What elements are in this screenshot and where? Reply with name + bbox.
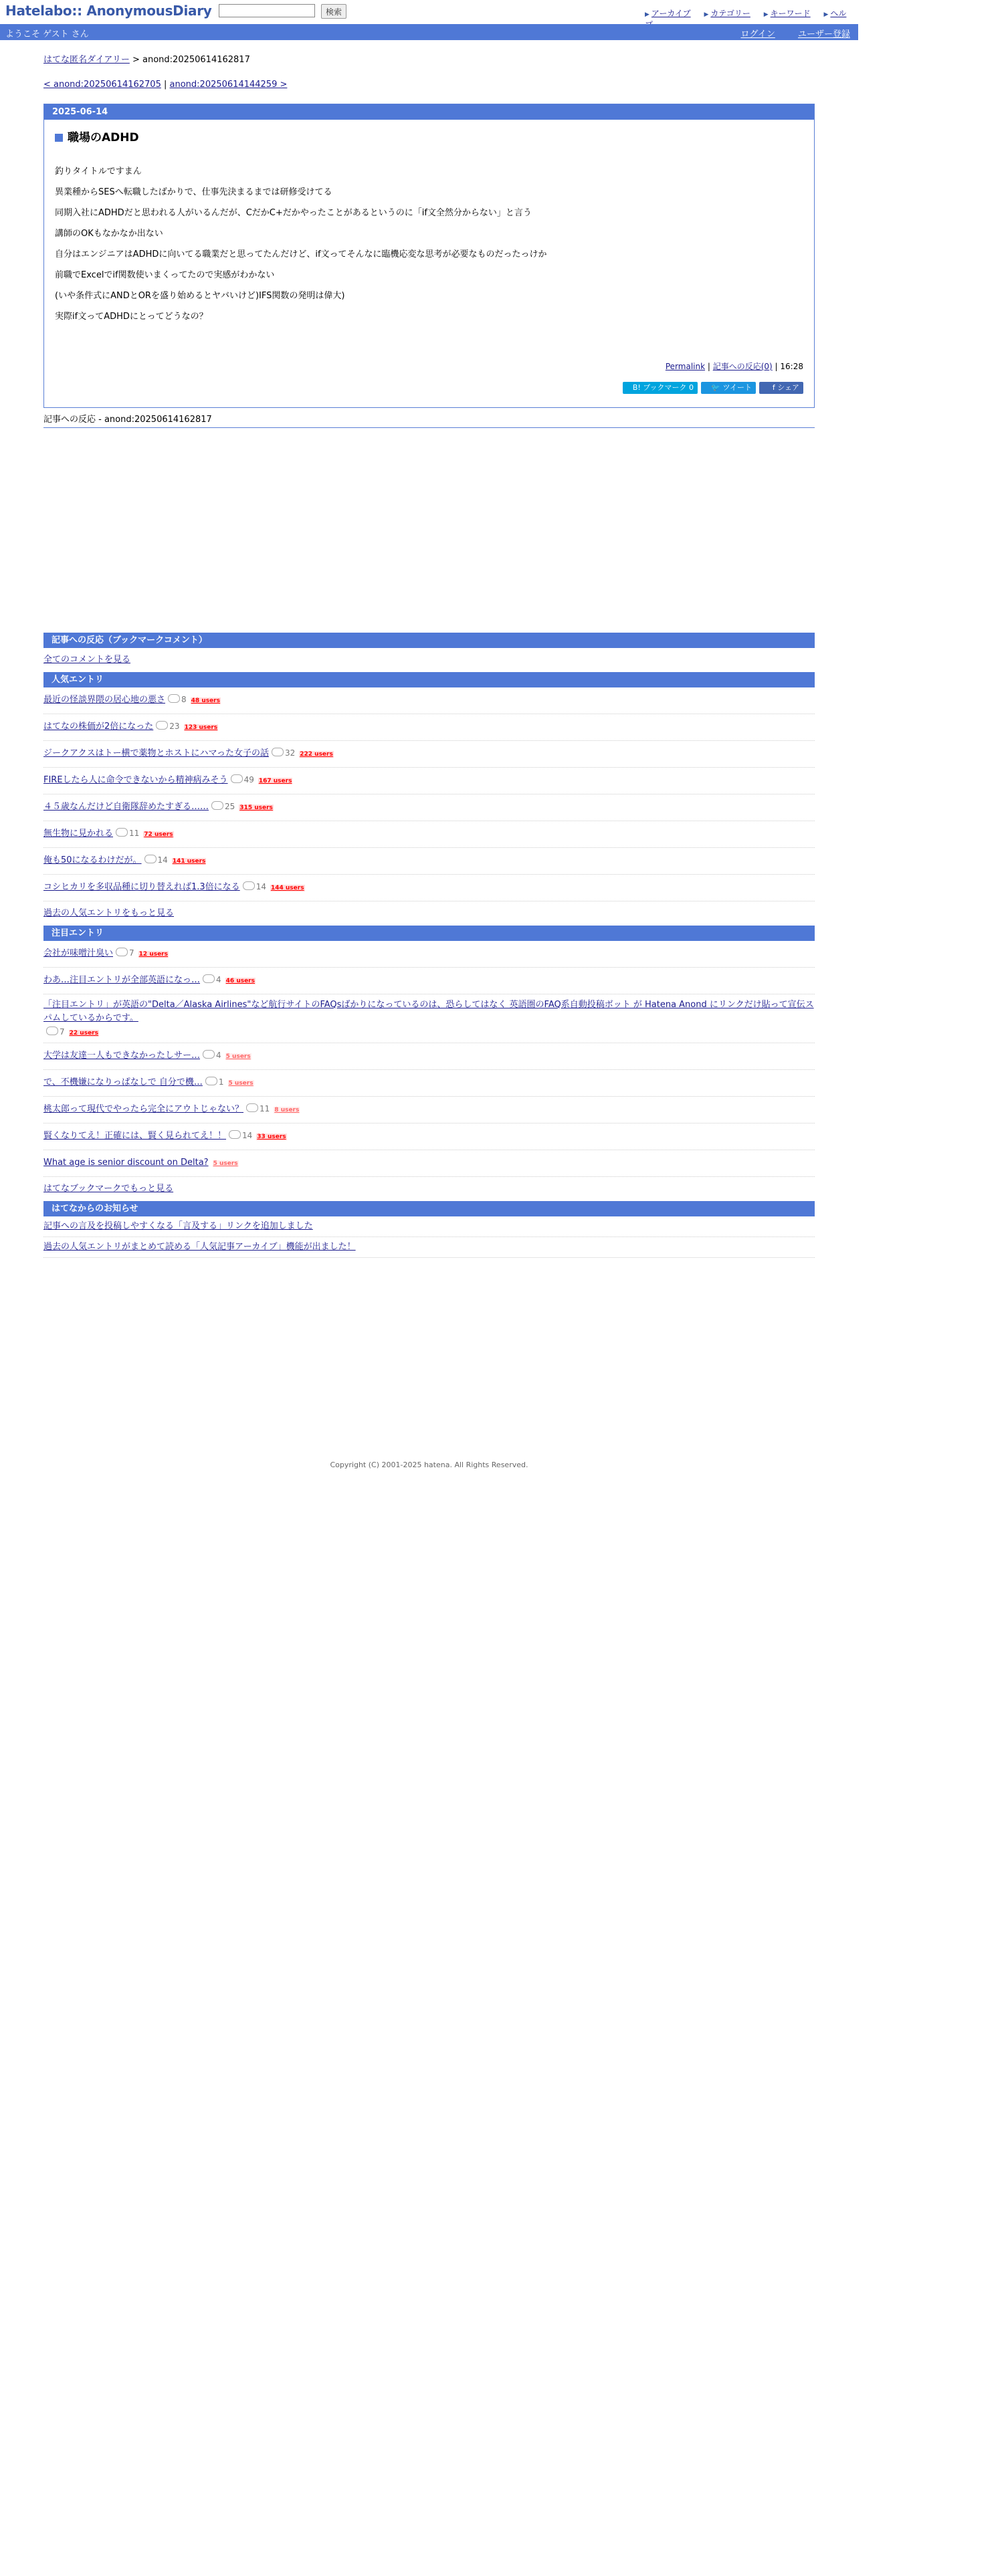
comment-bubble-icon <box>246 1103 258 1112</box>
popular-more-row <box>43 901 815 926</box>
login-link[interactable]: ログイン <box>740 29 775 39</box>
attention-entries-header: 注目エントリ <box>43 926 815 941</box>
entry-row <box>43 1123 815 1150</box>
comment-number: 14 <box>157 855 168 865</box>
notice-item <box>43 1216 815 1237</box>
comment-number: 14 <box>242 1131 253 1140</box>
entry-row <box>43 994 815 1043</box>
hatena-bookmark-button[interactable]: B! ブックマーク 0 <box>623 382 698 394</box>
comment-count[interactable] <box>168 695 187 704</box>
bookmark-users-badge[interactable]: 72 users <box>144 831 173 838</box>
comment-bubble-icon <box>272 748 284 756</box>
comment-number: 23 <box>169 722 180 731</box>
site-logo[interactable]: Hatelabo:: AnonymousDiary <box>5 3 212 19</box>
entry-link[interactable]: 桃太郎って現代でやったら完全にアウトじゃない？ <box>43 1104 244 1114</box>
all-comments-link[interactable]: 全てのコメントを見る <box>43 655 131 665</box>
comment-number: 11 <box>260 1104 270 1113</box>
bookmark-users-badge[interactable]: 5 users <box>213 1160 238 1167</box>
entry-row <box>43 875 815 901</box>
entry-row <box>43 768 815 794</box>
entry-row <box>43 821 815 848</box>
entry-row <box>43 1097 815 1123</box>
facebook-icon: f <box>772 383 778 392</box>
popular-more-link[interactable]: 過去の人気エントリをもっと見る <box>43 908 175 918</box>
comment-bubble-icon <box>243 881 255 890</box>
nav-help[interactable]: ヘル <box>830 9 847 18</box>
ad-space <box>43 428 815 633</box>
copyright: Copyright (C) 2001-2025 hatena. All Rights Reserved. <box>330 1461 528 1469</box>
comment-bubble-icon <box>156 721 168 730</box>
comment-count[interactable] <box>116 948 134 958</box>
bookmark-users-badge[interactable]: 8 users <box>274 1107 300 1113</box>
comment-count[interactable] <box>46 1027 65 1037</box>
popular-entries-header: 人気エントリ <box>43 672 815 687</box>
share-label: シェア <box>777 383 799 392</box>
comment-count[interactable] <box>116 829 139 838</box>
prev-entry-link[interactable]: < anond:20250614162705 <box>43 80 161 90</box>
nav-arrow-icon: ▶ <box>645 11 649 18</box>
comment-bubble-icon <box>231 774 243 783</box>
article-line: (いや条件式にANDとORを盛り始めるとヤバいけど)IFS関数の発明は偉大) <box>55 291 345 301</box>
entry-link[interactable]: 「注目エントリ」が英語の"Delta／Alaska Airlines"など航行サイトのFAQsばかりになっているのは、恐らしてはなく 英語圏のFAQ系自動投稿ボット が Hatena Anond にリンクだけ貼って宣伝スパムしているからです。 <box>43 1000 814 1023</box>
article-line: 自分はエンジニアはADHDに向いてる職業だと思ってたんだけど、if文ってそんなに臨機応変な思考が必要なものだったっけか <box>55 249 547 259</box>
welcome-text: ようこそ ゲスト さん <box>5 29 89 39</box>
comment-number: 25 <box>225 802 235 811</box>
comment-count[interactable] <box>203 1051 221 1060</box>
facebook-share-button[interactable] <box>759 382 803 394</box>
bookmark-comments-header: 記事への反応（ブックマークコメント） <box>43 633 815 648</box>
bookmark-users-badge[interactable]: 46 users <box>225 978 255 984</box>
comment-count[interactable] <box>203 975 221 984</box>
main-content <box>43 40 815 1258</box>
entry-row <box>43 848 815 875</box>
comment-count[interactable] <box>272 748 295 758</box>
entry-link[interactable]: で、不機嫌になりっぱなしで 自分で機… <box>43 1077 203 1087</box>
bookmark-users-badge[interactable]: 315 users <box>239 804 273 811</box>
article-line: 同期入社にADHDだと思われる人がいるんだが、CだかC+だかやったことがあるというのに「if文全然分からない」と言う <box>55 208 532 218</box>
comment-bubble-icon <box>46 1027 58 1035</box>
entry-link[interactable]: 大学は友達一人もできなかったしサー… <box>43 1051 201 1061</box>
comment-count[interactable] <box>231 775 254 784</box>
article-body <box>44 120 814 407</box>
entry-link[interactable]: 会社が味噌汁臭い <box>43 948 114 958</box>
article-line: 釣りタイトルですまん <box>55 167 142 177</box>
bookmark-users-badge[interactable]: 222 users <box>300 751 333 758</box>
search-button[interactable]: 検索 <box>321 4 346 19</box>
comment-number: 7 <box>129 948 134 958</box>
article-footer: Permalink | 記事への反応(0) | 16:28 <box>665 362 803 371</box>
entry-row <box>43 941 815 968</box>
comment-bubble-icon <box>211 801 223 810</box>
comment-bubble-icon <box>144 855 157 863</box>
comment-number: 49 <box>243 775 254 784</box>
entry-link[interactable]: 賢くなりてえ！正確には、賢く見られてえ！！ <box>43 1131 227 1141</box>
entry-row <box>43 794 815 821</box>
attention-more-link[interactable]: はてなブックマークでもっと見る <box>43 1184 174 1194</box>
bookmark-users-badge[interactable]: 123 users <box>184 724 218 731</box>
search-input[interactable] <box>219 4 315 17</box>
tweet-label: ツイート <box>722 383 752 392</box>
bookmark-users-badge[interactable]: 144 users <box>270 885 304 891</box>
article-date: 2025-06-14 <box>44 104 814 120</box>
square-bullet-icon <box>55 134 63 142</box>
bookmark-users-badge[interactable]: 48 users <box>191 697 220 704</box>
article-title-row <box>55 130 803 145</box>
entry-link[interactable]: わあ…注目エントリが全部英語になっ… <box>43 975 201 985</box>
register-link[interactable]: ユーザー登録 <box>797 29 850 39</box>
entry-link[interactable]: ジークアクスはトー横で薬物とホストにハマった女子の話 <box>43 748 269 758</box>
notices-header: はてなからのお知らせ <box>43 1201 815 1216</box>
entry-link[interactable]: はてなの株価が2倍になった <box>43 722 154 732</box>
comment-bubble-icon <box>203 974 215 983</box>
attention-more-row <box>43 1177 815 1201</box>
article-title[interactable]: 職場のADHD <box>68 131 139 144</box>
comment-number: 8 <box>181 695 187 704</box>
share-row <box>55 382 803 395</box>
comment-number: 4 <box>216 1051 221 1060</box>
entry-link[interactable]: FIREしたら人に命令できないから精神病みそう <box>43 775 228 785</box>
reactions-link[interactable]: 記事への反応(0) <box>712 362 773 371</box>
nav-arrow-icon: ▶ <box>704 11 709 18</box>
comment-number: 4 <box>216 975 221 984</box>
twitter-icon: 🐦 <box>711 383 723 392</box>
comment-count[interactable] <box>205 1077 224 1087</box>
nav-arrow-icon: ▶ <box>763 11 769 18</box>
entry-row <box>43 1070 815 1097</box>
comment-bubble-icon <box>203 1050 215 1059</box>
attention-entries-list <box>43 941 815 1177</box>
entry-pager <box>43 80 815 92</box>
comment-number: 1 <box>218 1077 224 1087</box>
comment-count[interactable] <box>144 855 168 865</box>
account-links <box>720 27 850 39</box>
comment-number: 11 <box>129 829 140 838</box>
comment-count[interactable] <box>156 722 179 731</box>
comment-bubble-icon <box>205 1077 217 1085</box>
entry-link[interactable]: ４５歳なんだけど自衛隊辞めたすぎる…… <box>43 802 209 812</box>
entry-link[interactable]: 最近の怪談界隈の居心地の悪さ <box>43 695 166 705</box>
next-entry-link[interactable]: anond:20250614144259 > <box>169 80 288 90</box>
comment-bubble-icon <box>168 694 180 703</box>
bookmark-users-badge[interactable]: 22 users <box>69 1030 98 1037</box>
article <box>43 104 815 408</box>
comment-bubble-icon <box>229 1130 241 1139</box>
bookmark-users-badge[interactable]: 12 users <box>138 951 168 958</box>
comment-number: 14 <box>256 882 266 891</box>
breadcrumb-sep: > <box>129 55 143 65</box>
all-comments-row <box>43 648 815 672</box>
breadcrumb <box>43 52 815 64</box>
comment-count[interactable] <box>211 802 235 811</box>
entry-link[interactable]: What age is senior discount on Delta? <box>43 1158 209 1168</box>
tweet-button[interactable] <box>701 382 756 394</box>
comment-count[interactable] <box>229 1131 252 1140</box>
comment-bubble-icon <box>116 828 128 837</box>
comment-count[interactable] <box>246 1104 270 1113</box>
article-line: 講師のOKもなかなか出ない <box>55 229 163 239</box>
entry-row <box>43 714 815 741</box>
notice-link[interactable]: 過去の人気エントリがまとめて読める「人気記事アーカイブ」機能が出ました！ <box>43 1242 356 1252</box>
entry-link[interactable]: 無生物に見かれる <box>43 829 114 839</box>
bookmark-users-badge[interactable]: 33 users <box>257 1134 286 1140</box>
nav-arrow-icon: ▶ <box>823 11 829 18</box>
comment-number: 7 <box>60 1027 65 1037</box>
entry-row <box>43 741 815 768</box>
nav-category[interactable]: カテゴリー <box>710 9 750 18</box>
entry-row <box>43 1043 815 1070</box>
reactions-title: 記事への反応 - anond:20250614162817 <box>43 415 815 428</box>
entry-row <box>43 968 815 994</box>
pager-sep: | <box>161 80 170 90</box>
breadcrumb-current: anond:20250614162817 <box>142 55 250 65</box>
breadcrumb-home[interactable]: はてな匿名ダイアリー <box>43 55 130 65</box>
comment-bubble-icon <box>116 948 128 956</box>
entry-link[interactable]: コシヒカリを多収品種に切り替えれば1.3倍になる <box>43 882 240 892</box>
notice-link[interactable]: 記事への言及を投稿しやすくなる「言及する」リンクを追加しました <box>43 1221 313 1231</box>
article-line: 異業種からSESへ転職したばかりで、仕事先決まるまでは研修受けてる <box>55 187 332 197</box>
comment-number: 32 <box>284 748 296 758</box>
bookmark-users-badge[interactable]: 5 users <box>228 1080 254 1087</box>
welcome-bar <box>0 24 858 40</box>
bookmark-users-badge[interactable]: 167 users <box>258 778 292 784</box>
site-header <box>0 0 858 24</box>
entry-row <box>43 1150 815 1177</box>
post-time: | 16:28 <box>775 362 803 371</box>
comment-count[interactable] <box>243 882 266 891</box>
bookmark-users-badge[interactable]: 5 users <box>225 1053 251 1060</box>
entry-link[interactable]: 俺も50になるわけだが。 <box>43 855 142 865</box>
bookmark-users-badge[interactable]: 141 users <box>172 858 206 865</box>
entry-row <box>43 687 815 714</box>
popular-entries-list <box>43 687 815 901</box>
nav-archive[interactable]: アーカイブ <box>651 9 691 18</box>
article-line: 前職でExcelでif関数使いまくってたので実感がわかない <box>55 270 275 280</box>
article-line: 実際if文ってADHDにとってどうなの？ <box>55 312 208 322</box>
notice-item <box>43 1237 815 1258</box>
nav-keyword[interactable]: キーワード <box>770 9 811 18</box>
permalink[interactable]: Permalink <box>665 362 706 371</box>
